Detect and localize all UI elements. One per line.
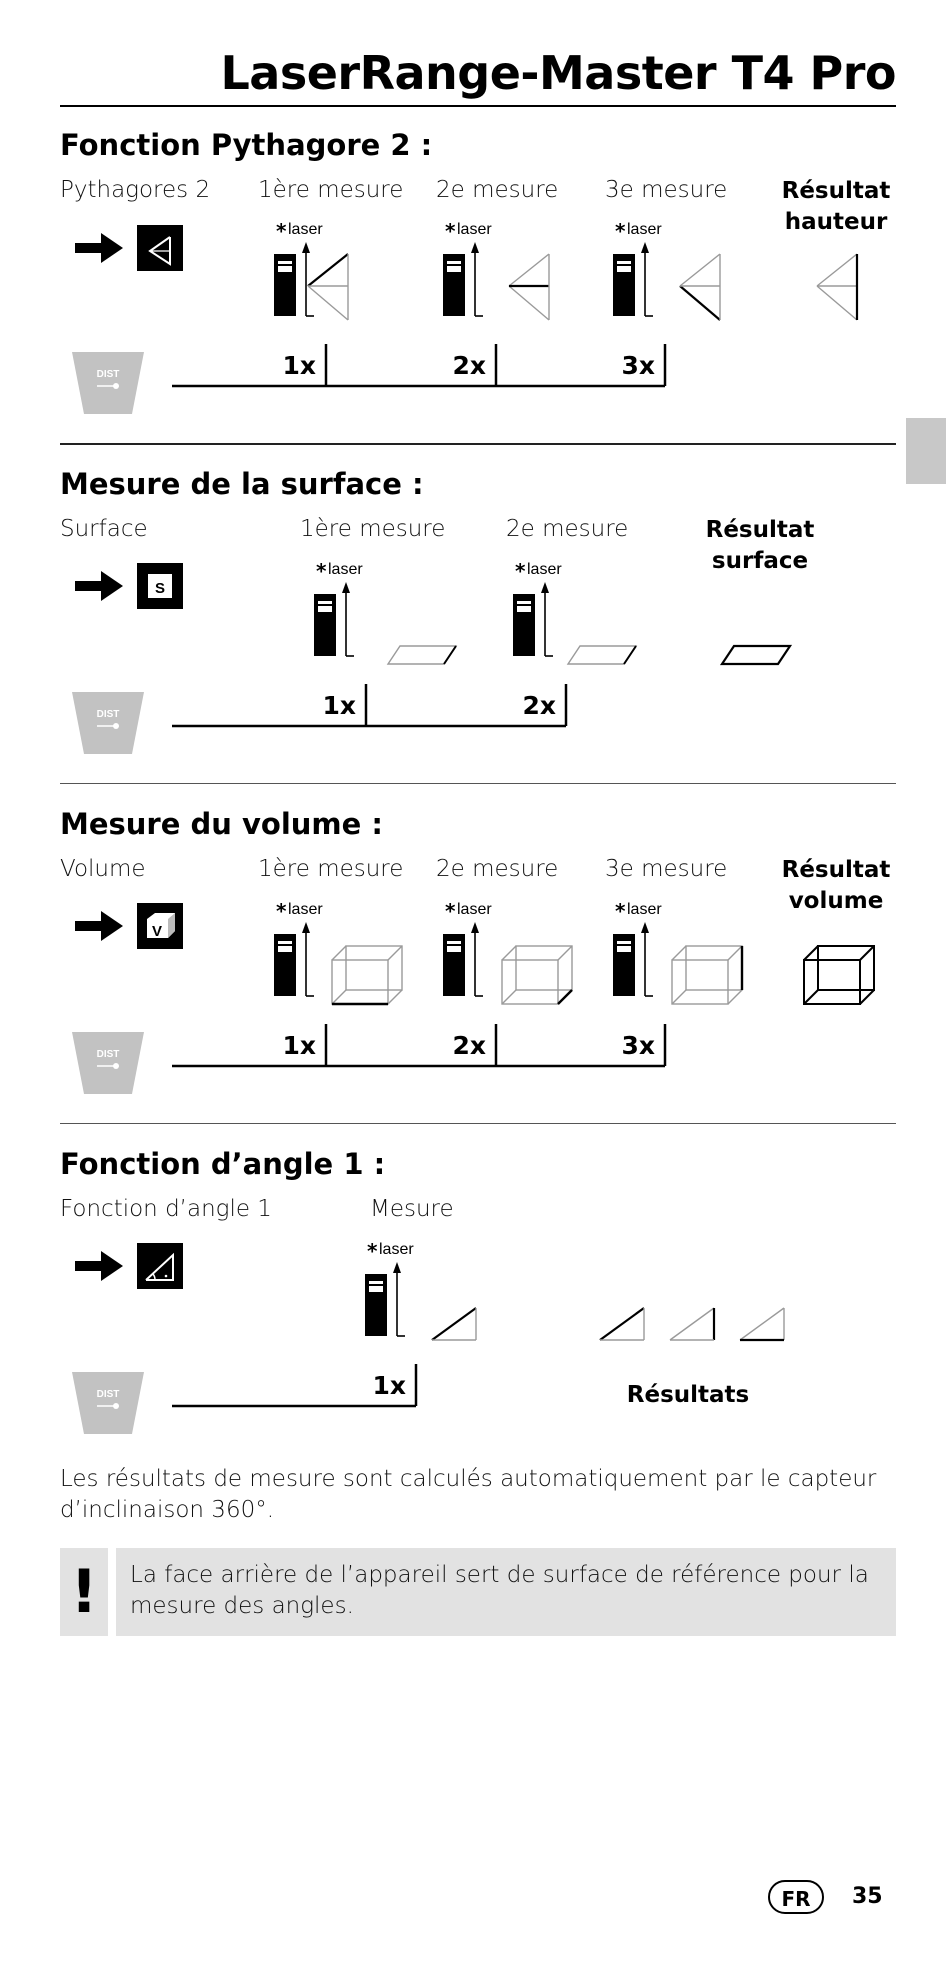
laser-star-icon: * — [515, 559, 526, 583]
volume-mode-icon — [137, 903, 183, 949]
mode-label-surface: Surface — [60, 516, 148, 542]
triangle-diagram — [308, 254, 348, 320]
device-screen — [369, 1281, 383, 1292]
device-screen — [617, 261, 631, 272]
device-screen — [318, 601, 332, 612]
surface-diagram — [388, 646, 456, 664]
step-label-2: 2e mesure — [506, 516, 629, 542]
angle-diagram — [740, 1308, 784, 1340]
mode-label-pythagore: Pythagores 2 — [60, 177, 211, 203]
section-title-pythagore: Fonction Pythagore 2 : — [60, 128, 433, 162]
volume-diagram — [804, 946, 874, 1004]
laser-label: laser — [527, 561, 562, 578]
press-count-label: 2x — [452, 1031, 486, 1060]
volume-diagram — [332, 946, 402, 1004]
mode-label-volume: Volume — [60, 856, 146, 882]
laser-device-icon — [613, 899, 662, 996]
laser-device-icon — [274, 899, 323, 996]
step-label-3: 3e mesure — [605, 856, 728, 882]
laser-star-icon: * — [445, 899, 456, 923]
dist-button — [72, 692, 144, 754]
surface-diagram — [568, 646, 636, 664]
step-label-2: 2e mesure — [436, 856, 559, 882]
page-title: LaserRange-Master T4 Pro — [220, 46, 896, 100]
device-screen — [517, 601, 531, 612]
laser-label: laser — [457, 221, 492, 238]
press-count-label: 2x — [522, 691, 556, 720]
arrow-icon — [75, 233, 123, 263]
press-timeline-angle — [172, 1364, 416, 1406]
laser-label: laser — [457, 901, 492, 918]
laser-star-icon: * — [615, 899, 626, 923]
laser-label: laser — [328, 561, 363, 578]
laser-star-icon: * — [276, 899, 287, 923]
surface-letter: S — [154, 580, 166, 597]
surface-mode-icon — [137, 563, 183, 609]
laser-device-icon — [274, 219, 323, 316]
warning-icon: ! — [60, 1548, 108, 1636]
step-label-3: 3e mesure — [605, 177, 728, 203]
press-count-label: 1x — [372, 1371, 406, 1400]
surface-diagram — [722, 646, 790, 664]
dist-label: DIST — [96, 369, 120, 380]
press-count-label: 1x — [322, 691, 356, 720]
device-screen — [447, 261, 461, 272]
laser-label: laser — [288, 221, 323, 238]
section-title-surface: Mesure de la surface : — [60, 467, 424, 501]
note-text: La face arrière de l’appareil sert de surface de référence pour la mesure des angles. — [130, 1562, 869, 1619]
laser-label: laser — [288, 901, 323, 918]
device-screen — [617, 941, 631, 952]
dist-button — [72, 1372, 144, 1434]
dist-button — [72, 352, 144, 414]
press-count-label: 2x — [452, 351, 486, 380]
press-timeline-pythagore — [172, 344, 665, 386]
mode-label-angle: Fonction d’angle 1 — [60, 1196, 272, 1222]
laser-device-icon — [314, 559, 363, 656]
laser-label: laser — [627, 221, 662, 238]
arrow-icon — [75, 911, 123, 941]
result-line-2: volume — [788, 888, 884, 914]
section-title-volume: Mesure du volume : — [60, 807, 383, 841]
device-screen — [278, 261, 292, 272]
press-count-label: 1x — [282, 1031, 316, 1060]
laser-star-icon: * — [276, 219, 287, 243]
laser-device-icon — [365, 1239, 414, 1336]
step-label-1: 1ère mesure — [258, 856, 404, 882]
triangle-diagram — [509, 254, 549, 320]
device-screen — [278, 941, 292, 952]
arrow-icon — [75, 571, 123, 601]
dist-button — [72, 1032, 144, 1094]
angle-mode-icon — [137, 1243, 183, 1289]
result-line-1: Résultat — [781, 178, 891, 204]
step-label-1: Mesure — [370, 1196, 454, 1222]
laser-device-icon — [613, 219, 662, 316]
laser-device-icon — [513, 559, 562, 656]
volume-diagram — [502, 946, 572, 1004]
step-label-1: 1ère mesure — [258, 177, 404, 203]
device-screen — [447, 941, 461, 952]
step-label-2: 2e mesure — [436, 177, 559, 203]
dist-label: DIST — [96, 1049, 120, 1060]
angle-diagram — [670, 1308, 714, 1340]
pythagore-mode-icon — [137, 225, 183, 271]
press-timeline-volume — [172, 1024, 665, 1066]
laser-star-icon: * — [445, 219, 456, 243]
laser-star-icon: * — [615, 219, 626, 243]
press-count-label: 3x — [621, 351, 655, 380]
volume-diagram — [672, 946, 742, 1004]
page-number: 35 — [852, 1884, 883, 1909]
laser-device-icon — [443, 899, 492, 996]
press-count-label: 3x — [621, 1031, 655, 1060]
laser-star-icon: * — [367, 1239, 378, 1263]
result-line-1: Résultat — [705, 517, 815, 543]
triangle-diagram — [817, 254, 857, 320]
result-line-2: hauteur — [784, 209, 888, 235]
press-timeline-surface — [172, 684, 566, 726]
body-paragraph: Les résultats de mesure sont calculés automatiquement par le capteur d’inclinaison 360°. — [60, 1466, 877, 1523]
result-line-1: Résultat — [781, 857, 891, 883]
laser-device-icon — [443, 219, 492, 316]
press-count-label: 1x — [282, 351, 316, 380]
section-title-angle: Fonction d’angle 1 : — [60, 1147, 386, 1181]
result-label-angle: Résultats — [626, 1382, 750, 1408]
laser-label: laser — [627, 901, 662, 918]
dist-label: DIST — [96, 1389, 120, 1400]
result-line-2: surface — [711, 548, 809, 574]
laser-star-icon: * — [316, 559, 327, 583]
dist-label: DIST — [96, 709, 120, 720]
arrow-icon — [75, 1251, 123, 1281]
language-badge: FR — [768, 1880, 824, 1914]
volume-letter: V — [151, 923, 163, 940]
laser-label: laser — [379, 1241, 414, 1258]
step-label-1: 1ère mesure — [300, 516, 446, 542]
triangle-diagram — [680, 254, 720, 320]
angle-diagram — [600, 1308, 644, 1340]
angle-diagram — [432, 1308, 476, 1340]
